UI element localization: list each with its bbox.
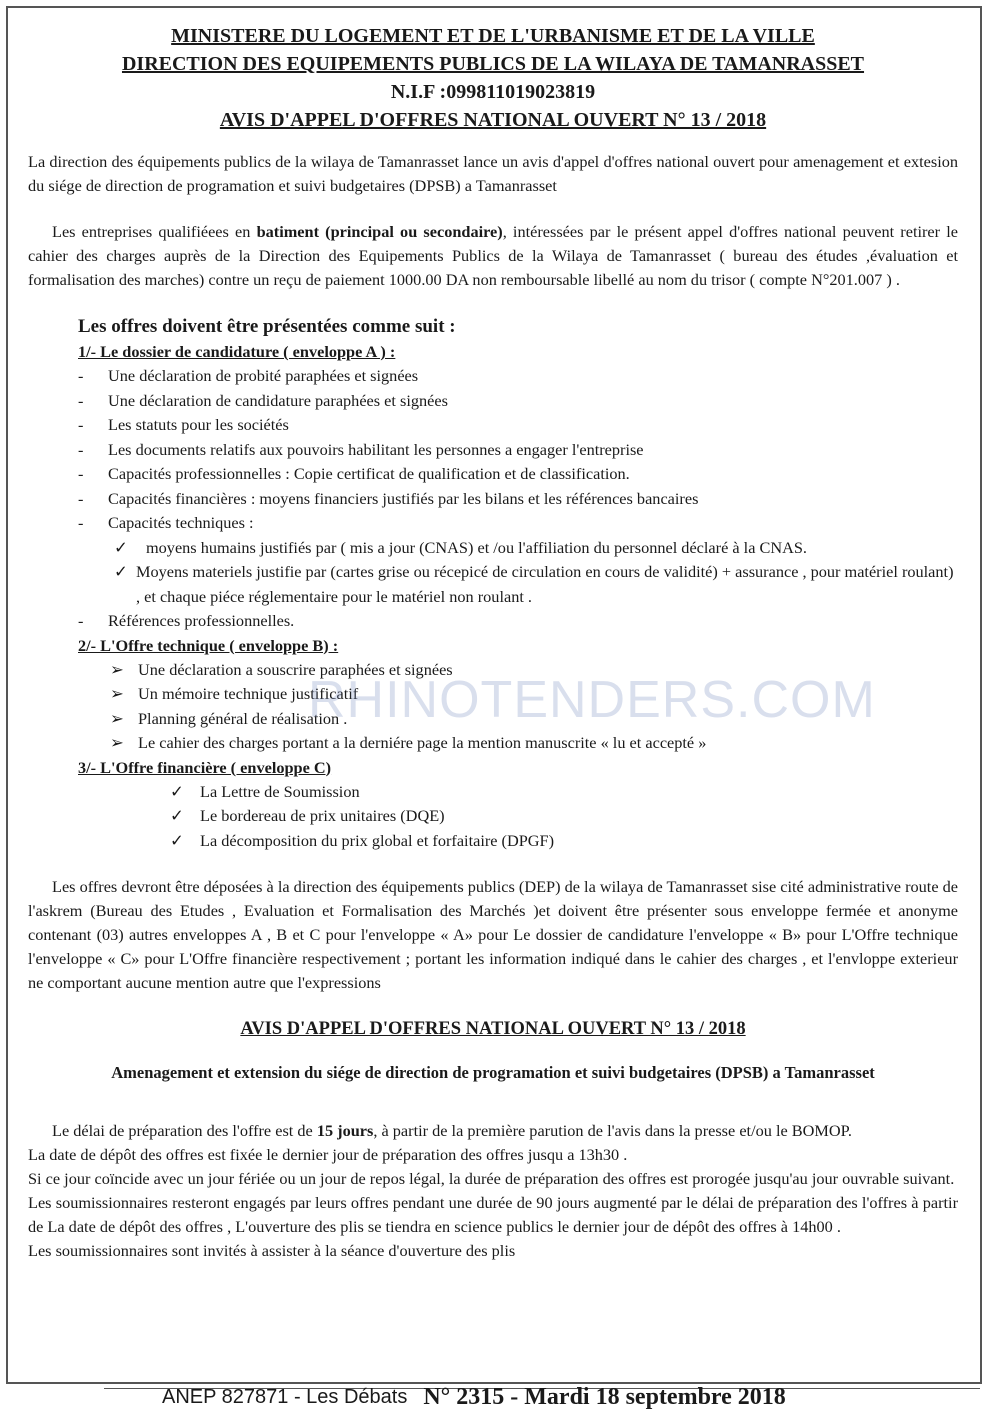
check-mark-icon: ✓ [170,781,184,801]
watermark-text: RHINOTENDERS.COM [308,671,876,729]
preparation-text-end: , à partir de la première parution de l'avis dans la presse et/ou le BOMOP. [373,1121,852,1140]
dash-bullet-icon: - [78,415,84,434]
deposit-paragraph: Les offres devront être déposées à la direction des équipements publics (DEP) de la wilaya de Tamanrasset sise cité administrative route de l'askrem (Bureau des Etudes , Evaluation et Formalisation des Marchés )et doivent être présenter sous enveloppe fermée et anonyme contenant (03) autres enveloppes A , B et C pour l'enveloppe « A» pour Le dossier de candidature l'enveloppe « B» pour L'Offre technique l'enveloppe « C» pour L'Offre financière respectivement ; portant les information indiqué dans le cahier des charges , et l'envloppe exterieur ne comportant aucune mention autre que l'expressions [28,877,958,992]
validity-paragraph: Les soumissionnaires resteront engagés par leurs offres pendant une durée de 90 jours augmenté par le délai de préparation des l'offres à partir de La date de dépôt des offres , L'ouverture des plis se tiendra en science publics le dernier jour de dépôt des offres à 14h00 . [28,1193,958,1236]
section1-list [28,364,958,634]
section2-title: 2/- L'Offre technique ( enveloppe B) : [78,635,339,655]
list-item: ✓ La décomposition du prix global et forfaitaire (DPGF) [28,829,958,854]
eligibility-text-start: Les entreprises qualifiéees en [52,222,257,241]
list-item: - Capacités professionnelles : Copie certificat de qualification et de classification. [28,462,958,487]
footer [162,1384,962,1418]
list-item: ➢ Une déclaration a souscrire paraphées et signées [28,658,958,683]
list-item: - Les documents relatifs aux pouvoirs habilitant les personnes a engager l'entreprise [28,438,958,463]
list-item: - Une déclaration de probité paraphées et signées [28,364,958,389]
tender-title: AVIS D'APPEL D'OFFRES NATIONAL OUVERT N° 13 / 2018 [219,109,767,131]
section2-list [28,658,958,756]
document-header [28,22,958,134]
eligibility-trade: batiment (principal ou secondaire) [256,222,503,241]
offers-title: Les offres doivent être présentées comme suit : [78,316,456,337]
arrow-bullet-icon: ➢ [110,708,124,728]
eligibility-text-end: , intéressées par le présent appel d'offres national peuvent retirer le cahier des charges auprès de la Direction des Equipements Publics de la Wilaya de Tamanrasset ( bureau des études ,évaluation et formalisation des marches) contre un reçu de paiement 1000.00 DA non remboursable libellé au nom du trisor ( compte N°201.007 ) . [28,222,958,289]
check-mark-icon: ✓ [114,562,128,581]
list-item: ✓ Moyens materiels justifie par (cartes grise ou récepicé de circulation en cours de validité) + assurance , pour matériel roulant) , et chaque piéce réglementaire pour le matériel non roulant . [114,562,954,606]
list-item: ➢ Le cahier des charges portant a la derniére page la mention manuscrite « lu et accepté » [28,731,958,756]
check-mark-icon: ✓ [170,806,184,825]
list-item: - Références professionnelles. [28,609,958,634]
dash-bullet-icon: - [78,390,84,410]
preparation-paragraph [28,1119,958,1143]
list-item: ✓ La Lettre de Soumission [28,780,958,805]
list-item: ✓ Le bordereau de prix unitaires (DQE) [28,804,958,829]
arrow-bullet-icon: ➢ [110,659,124,679]
section3-list [28,780,958,854]
invitation-paragraph: Les soumissionnaires sont invités à assister à la séance d'ouverture des plis [28,1241,516,1260]
ministry-line: MINISTERE DU LOGEMENT ET DE L'URBANISME ET DE LA VILLE [171,25,815,47]
list-item: ✓ moyens humains justifiés par ( mis a jour (CNAS) et /ou l'affiliation du personnel déclaré à la CNAS. [28,536,958,561]
dash-bullet-icon: - [78,439,84,459]
list-item: ➢ Un mémoire technique justificatif [28,682,958,707]
dash-bullet-icon: - [78,513,84,532]
dash-bullet-icon: - [78,488,84,508]
nif-line: N.I.F :099811019023819 [390,81,596,103]
document-body [28,22,958,1263]
list-item: - Les statuts pour les sociétés [28,413,958,438]
preparation-duration: 15 jours [316,1121,374,1140]
notice-title: AVIS D'APPEL D'OFFRES NATIONAL OUVERT N° 13 / 2018 [240,1019,746,1039]
dash-bullet-icon: - [78,611,84,630]
dash-bullet-icon: - [78,464,84,483]
holiday-paragraph: Si ce jour coïncide avec un jour fériée ou un jour de repos légal, la durée de préparation des offres est prorogée jusqu'au jour ouvrable suivant. [28,1169,955,1188]
notice-subtitle: Amenagement et extension du siége de direction de programation et suivi budgetaires (DPSB) a Tamanrasset [111,1063,875,1082]
check-mark-icon: ✓ [114,537,128,557]
deposit-date-paragraph: La date de dépôt des offres est fixée le dernier jour de préparation des offres jusqu a 13h30 . [28,1145,628,1164]
check-mark-icon: ✓ [170,830,184,850]
eligibility-paragraph [28,220,958,292]
footer-issue: N° 2315 - Mardi 18 septembre 2018 [423,1384,786,1410]
section1-title: 1/- Le dossier de candidature ( enveloppe A ) : [78,342,396,361]
arrow-bullet-icon: ➢ [110,733,124,752]
list-item: - Capacités techniques : [28,511,958,536]
arrow-bullet-icon: ➢ [110,684,124,703]
preparation-text-start: Le délai de préparation des l'offre est de [52,1121,317,1140]
list-item: - Une déclaration de candidature paraphées et signées [28,389,958,414]
footer-source: ANEP 827871 - Les Débats [162,1386,408,1408]
dash-bullet-icon: - [78,366,84,385]
list-item: - Capacités financières : moyens financiers justifiés par les bilans et les références bancaires [28,487,958,512]
direction-line: DIRECTION DES EQUIPEMENTS PUBLICS DE LA WILAYA DE TAMANRASSET [121,53,865,75]
section3-title: 3/- L'Offre financière ( enveloppe C) [78,757,332,777]
list-item: ➢ Planning général de réalisation . [28,707,958,732]
intro-paragraph: La direction des équipements publics de la wilaya de Tamanrasset lance un avis d'appel d'offres national ouvert pour amenagement et extesion du siége de direction de programation et suivi budgetaires (DPSB) a Tamanrasset [28,152,958,195]
